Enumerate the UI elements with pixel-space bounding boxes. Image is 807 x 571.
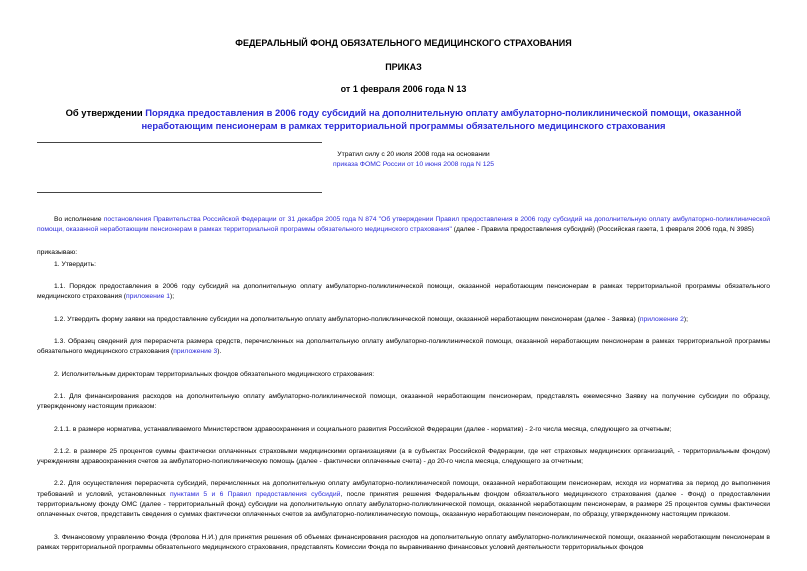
preamble-text: Во исполнение [54,216,104,223]
item-2-2-end: , после принятия решения Федеральным фондом обязательного медицинского страхования (далее - Фонд) о предоставлении территориальному фонду ОМС (далее - территориальный фонд) субсидии на дополнительную оплату амбулаторно-поликлинической помощи, оказанной неработающим пенсионерам, в размере 25 процентов суммы фактически оплаченных счетов, представить сведения о суммах фактически оплаченных счетов за амбулаторно-поликлиническую помощь, оказанную неработающим пенсионерам, по образцу, утвержденному настоящим приказом. [37,490,770,519]
item-2-1-2: 2.1.2. в размере 25 процентов суммы фактически оплаченных страховыми медицинскими организациями (а в субъектах Российской Федерации, где нет страховых медицинских организаций, - территориальным фондом) учреждениям здравоохранения счетов за амбулаторно-поликлиническую помощь (далее - фактически оплаченные счета) - до 20-го числа месяца, следующего за отчетным; [37,447,770,466]
annulment-link[interactable]: приказа ФОМС России от 10 июня 2008 года N 125 [332,161,495,168]
document-type: ПРИКАЗ [385,62,422,72]
item-2-1-1: 2.1.1. в размере норматива, устанавливаемого Министерством здравоохранения и социального развития Российской Федерации (далее - норматив) - 2-го числа месяца, следующего за отчетным; [54,425,672,433]
item-2-2-text: 2.2. Для осуществления перерасчета субсидий, перечисленных на дополнительную оплату амбулаторно-поликлинической помощи, оказанной неработающим пенсионерам, исходя из норматива за период до выполнения требований и условий, установленных [37,480,770,498]
preamble-paragraph [37,215,770,236]
appendix-3-link[interactable]: приложение 3 [173,348,218,356]
order-word: приказываю: [37,248,78,256]
organization-heading: ФЕДЕРАЛЬНЫЙ ФОНД ОБЯЗАТЕЛЬНОГО МЕДИЦИНСКОГО СТРАХОВАНИЯ [235,38,572,48]
item-1-3-end: ). [217,348,222,356]
item-1-2-end: ); [683,315,688,323]
item-1-1-end: ); [170,293,175,301]
decree-link[interactable]: постановления Правительства Российской Федерации от 31 декабря 2005 года N 874 "Об утверждении Правил предоставления в 2006 году субсидий на дополнительную оплату амбулаторно-поликлинической помощи, оказанной неработающим пенсионерам в рамках территориальной программы обязательного медицинского страхования" [37,216,770,234]
preamble-text-end: (далее - Правила предоставления субсидий) (Российская газета, 1 февраля 2006 года, N 3985) [451,226,754,234]
title-prefix: Об утверждении [65,107,146,118]
item-2-2 [37,479,770,520]
annulment-note [37,150,770,170]
item-1-3 [37,337,770,358]
item-2-1: 2.1. Для финансирования расходов на дополнительную оплату амбулаторно-поликлинической помощи, оказанной неработающим пенсионерам, представлять ежемесячно Заявку на получение субсидии по образцу, утвержденному настоящим приказом: [37,392,770,411]
divider-top [37,142,322,143]
document-title [37,106,770,132]
item-1-3-text: 1.3. Образец сведений для перерасчета размера средств, перечисленных на дополнительную оплату амбулаторно-поликлинической помощи, оказанной неработающим пенсионерам в рамках территориальной программы обязательного медицинского страхования ( [37,338,770,356]
item-2: 2. Исполнительным директорам территориальных фондов обязательного медицинского страхования: [54,370,375,378]
appendix-1-link[interactable]: приложение 1 [126,293,171,301]
appendix-2-link[interactable]: приложение 2 [639,315,684,323]
item-1-2 [37,315,770,325]
annulment-text: Утратил силу с 20 июля 2008 года на основании [337,151,490,158]
item-3: 3. Финансовому управлению Фонда (Фролова Н.И.) для принятия решения об объемах финансирования расходов на дополнительную оплату амбулаторно-поликлинической помощи, оказанной неработающим пенсионерам в рамках территориальной программы обязательного медицинского страхования, представлять Комиссии Фонда по выравниванию финансовых условий деятельности территориальных фондов [37,533,770,551]
rules-points-link[interactable]: пунктами 5 и 6 Правил предоставления субсидий [170,490,341,498]
item-1-1 [37,282,770,303]
item-1-2-text: 1.2. Утвердить форму заявки на предоставление субсидии на дополнительную оплату амбулаторно-поликлинической помощи, оказанной неработающим пенсионерам (далее - Заявка) ( [54,315,640,323]
document-body [37,215,770,553]
divider-bottom [37,192,322,193]
document-date: от 1 февраля 2006 года N 13 [340,84,467,94]
item-1: 1. Утвердить: [54,260,96,268]
item-1-1-text: 1.1. Порядок предоставления в 2006 году субсидий на дополнительную оплату амбулаторно-поликлинической помощи, оказанной неработающим пенсионерам в рамках территориальной программы обязательного медицинского страхования ( [37,283,770,301]
title-link[interactable]: Порядка предоставления в 2006 году субсидий на дополнительную оплату амбулаторно-поликлинической помощи, оказанной неработающим пенсионерам в рамках территориальной программы обязательного медицинского страхования [141,107,742,131]
